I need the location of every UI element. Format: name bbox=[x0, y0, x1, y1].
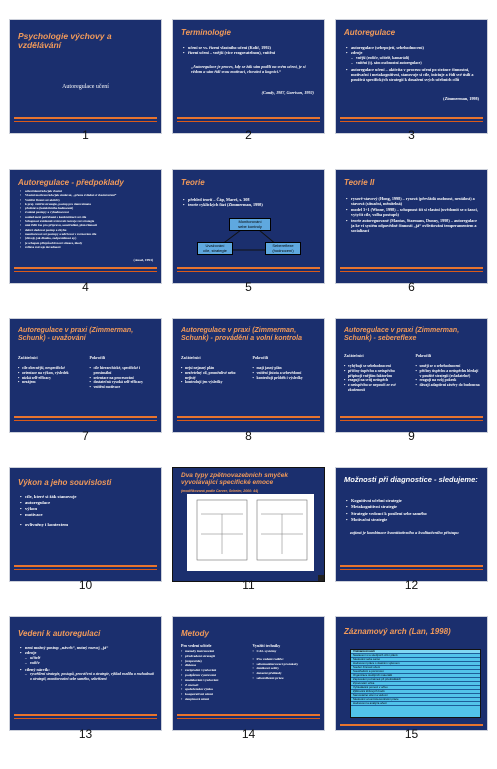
list-item: • diskuse bbox=[181, 663, 247, 668]
slide-6[interactable] bbox=[335, 169, 488, 284]
slide-number: 1 bbox=[82, 128, 89, 142]
slide-title: Záznamový arch (Lan, 1998) bbox=[344, 627, 451, 636]
list-item: • skupinové učení bbox=[181, 697, 247, 702]
slide-thumbnail-5[interactable] bbox=[172, 169, 325, 294]
slide-title: Autoregulace v praxi (Zimmerman, Schunk) - provádění a volní kontrola bbox=[181, 327, 302, 342]
column-header: Pro vedení učitele bbox=[181, 643, 212, 648]
list-item: • modelování vyučování bbox=[181, 678, 247, 683]
list-item: • sebereflexní práce bbox=[253, 676, 319, 681]
list-item: • mají jasný plán bbox=[253, 366, 319, 371]
list-item: • nezřetelný cíl, proměnlivé nebo nejistý bbox=[181, 371, 247, 381]
list-item: • příčiny úspěchu a neúspěchu hledají v použité strategii (zvladatelné) bbox=[416, 369, 482, 379]
table-row: Samostatné učení a vědomí bbox=[351, 694, 480, 698]
bullet: • teorie cyklických fází (Zimmerman, 1998) bbox=[183, 202, 318, 207]
list-item: • nejsí nejasný plán bbox=[181, 366, 247, 371]
bullet: • Kognitivní učební strategie bbox=[346, 498, 481, 504]
bullet: • zdroje bbox=[346, 50, 481, 55]
slide-3[interactable] bbox=[335, 19, 488, 134]
sub-bullet: – vnitřní (tj. sám osobnostní autoregulace) bbox=[346, 61, 481, 66]
table-row: Zpracování učiva bbox=[351, 682, 480, 686]
sub-bullet: – vnější (rodiče, učitelé, kamarádi) bbox=[346, 56, 481, 61]
list-item: • cíle obecnější, nespecifické bbox=[18, 366, 84, 371]
slide-title: Metody bbox=[181, 629, 209, 638]
slide-title: Autoregulace v praxi (Zimmerman, Schunk) - sebereflexe bbox=[344, 327, 460, 342]
list-item: • deníkové sešity bbox=[253, 666, 319, 671]
bullet: • zdroje bbox=[20, 650, 155, 655]
quote: „Autoregulace je proces, kdy se žák sám podílí na svém učení, je si vědom a sám řídí svou motivaci, chování a kognici.“ bbox=[191, 64, 306, 75]
slide-number: 9 bbox=[408, 429, 415, 443]
bullet: • učení se vs. řízení vlastního učení (Kolíč, 1992) bbox=[183, 45, 318, 50]
slide-12[interactable] bbox=[335, 467, 488, 582]
slide-number: 13 bbox=[78, 727, 93, 741]
slide-2[interactable] bbox=[172, 19, 325, 134]
bullet: • (dávají, jak dlouho, zodpovědnost aj.) bbox=[20, 236, 155, 240]
list-item: • reciproční vyučování bbox=[181, 668, 247, 673]
list-item: • z neúspěchu se nepoučí ze své zkušenosti bbox=[344, 383, 410, 393]
list-item: • Z metod: bbox=[181, 683, 247, 688]
slide-thumbnail-6[interactable] bbox=[335, 169, 488, 294]
bullet: • ovlivněny i kontextem bbox=[20, 522, 155, 528]
slide-title: Teorie II bbox=[344, 178, 375, 187]
list-item: • vyhýbají se sebehodnocení bbox=[344, 364, 410, 369]
diagram-node-right: Sebereflexe (hodnocení) bbox=[265, 242, 301, 255]
slide-thumbnail-14[interactable] bbox=[172, 616, 325, 741]
feedback-loop-diagram bbox=[187, 494, 314, 571]
slide-number: 15 bbox=[404, 727, 419, 741]
slide-title: Autoregulace bbox=[344, 28, 396, 37]
bullet: • autoregulace (sebepojetí, sebehodnocení) bbox=[346, 45, 481, 50]
bullet: • rysově-stavový (Hong, 1998) – rysová (převládá osobnost, nestálost) a stavová (situační, měnitelná) bbox=[346, 196, 481, 207]
bullet: • Motivační strategie bbox=[346, 517, 481, 523]
sub-bullet: – rodiče bbox=[20, 661, 155, 666]
quote-source: (Candy, 1987, Garrison, 1992) bbox=[261, 90, 314, 95]
list-item: • umějí se o sebehodnocení bbox=[416, 364, 482, 369]
slide-number: 6 bbox=[408, 280, 415, 294]
list-item: • příčiny úspěchu a neúspěchu připisují vnějším faktorům bbox=[344, 369, 410, 379]
bullet: • Metakognitivní strategie bbox=[346, 504, 481, 510]
bullet: • řízení učení – vnější (vice reagovatelnou), vnitřní bbox=[183, 50, 318, 55]
list-item: • nezájem bbox=[18, 380, 84, 385]
bullet: • přehled teorií – Čáp, Mareš, s. 308 bbox=[183, 197, 318, 202]
slide-13[interactable] bbox=[9, 616, 162, 731]
bullet: • umí řídit čas pro přípravu, soustředění, plán činnosti bbox=[20, 223, 155, 227]
slide-5[interactable] bbox=[172, 169, 325, 284]
slide-number: 8 bbox=[245, 429, 252, 443]
slide-thumbnail-9[interactable] bbox=[335, 318, 488, 443]
bullet: • zvolené postupy a vyhodnocovat bbox=[20, 210, 155, 214]
slide-7[interactable] bbox=[9, 318, 162, 433]
slide-number: 11 bbox=[242, 578, 255, 592]
slide-8[interactable] bbox=[172, 318, 325, 433]
slide-thumbnail-3[interactable] bbox=[335, 19, 488, 142]
slide-title: Teorie bbox=[181, 178, 205, 187]
slide-number: 3 bbox=[408, 128, 415, 142]
table-row: Sledování a kontrola konkrétní práce bbox=[351, 698, 480, 702]
slide-11[interactable] bbox=[172, 467, 325, 582]
column-header: Pokročilí bbox=[415, 353, 431, 358]
bullet: • dobré sledovat postup a chybu bbox=[20, 228, 155, 232]
bullet: • soulad mezi potřebami s konkretizací své cíle bbox=[20, 215, 155, 219]
slide-title: Dva typy zpětnovazebních smyček vyvolávající specifické emoce bbox=[181, 472, 288, 486]
column-header: Pokročilí bbox=[89, 355, 105, 360]
slide-thumbnail-10[interactable] bbox=[9, 467, 162, 592]
slide-thumbnail-12[interactable] bbox=[335, 467, 488, 592]
table-row: Soubor činností učení bbox=[351, 666, 480, 670]
list-item: • metody instruování bbox=[181, 649, 247, 654]
list-item: • sebemonitorovací protokoly bbox=[253, 662, 319, 667]
list-item: • (nápověda) bbox=[181, 659, 247, 664]
column-header: Využití techniky bbox=[252, 643, 281, 648]
list-item: • kooperativní učení bbox=[181, 692, 247, 697]
list-item: • cíle hierarchické, specifické i proximální bbox=[90, 366, 156, 376]
list-item: • podpůrná vyučování bbox=[181, 673, 247, 678]
list-item: • orientace na výkon, výsledek bbox=[18, 371, 84, 376]
list-item: • vnitřní motivace bbox=[90, 385, 156, 390]
slide-number: 14 bbox=[241, 727, 256, 741]
table-row: Soustředění a pozornost bbox=[351, 670, 480, 674]
slide-title: Výkon a jeho souvislosti bbox=[18, 478, 112, 487]
bullet: • je schopen přizpůsobit nové situace, úkoly bbox=[20, 241, 155, 245]
slide-subtitle: Autoregulace učení bbox=[62, 84, 109, 90]
table-row: Nastavení si a studijních cílů i plánů bbox=[351, 654, 480, 658]
bullet: • model 3+1 (Winne, 1998) – schopnost žít si vlastní (uvědomit se o šanci, vytyčit cíle, volba postupů) bbox=[346, 207, 481, 218]
bullet: • cílený nácvik: bbox=[20, 667, 155, 672]
slide-thumbnail-7[interactable] bbox=[9, 318, 162, 443]
slide-title: Možnosti při diagnostice - sledujeme: bbox=[344, 475, 478, 484]
bullet: • monitorovat své postupy a udržovat v rovnováze cíle bbox=[20, 232, 155, 236]
list-item: • dostatečná vysoká self-efficacy bbox=[90, 380, 156, 385]
bullet: • Strategie vedoucí k posílení sebe samého bbox=[346, 511, 481, 517]
column-header: Začátečníci bbox=[181, 355, 201, 360]
table-row: Sledování sebe samé bbox=[351, 658, 480, 662]
list-item: • reagují na svůj neúspěch bbox=[344, 378, 410, 383]
slide-number: 2 bbox=[245, 128, 252, 142]
slide-title: Terminologie bbox=[181, 28, 231, 37]
slide-title: Vedení k autoregulaci bbox=[18, 629, 101, 638]
bullet: • představa (kolektivního hodnocení) bbox=[20, 206, 155, 210]
slide-number: 10 bbox=[78, 578, 93, 592]
slide-10[interactable] bbox=[9, 467, 162, 582]
source: (Ausel, 1993) bbox=[133, 258, 153, 262]
slide-thumbnail-15[interactable] bbox=[335, 616, 488, 741]
slide-4[interactable] bbox=[9, 169, 162, 284]
slide-number: 7 bbox=[82, 429, 89, 443]
bullet: • k proj. vnitřní strategie, postup pro daná témata bbox=[20, 202, 155, 206]
bullet: • motivace bbox=[20, 512, 155, 518]
list-item: • Pro vedení rodiče: bbox=[253, 657, 319, 662]
slide-number: 12 bbox=[404, 578, 419, 592]
slide-title: Autoregulace v praxi (Zimmerman, Schunk) - uvažování bbox=[18, 327, 134, 342]
bullet: • sebevědomí kdo/jak vlastní bbox=[20, 189, 155, 193]
diagram-node-left: Uvažování cíle, strategie bbox=[197, 242, 233, 255]
slide-number: 4 bbox=[82, 280, 89, 294]
table-row: Vnímaná úroveň bbox=[351, 650, 480, 654]
sub-bullet: – vysvětlení strategie, postupů, procvičení a strategie, výklad rozdílu a rozhodnutí o strategii, monitorování sebe samého, sebeřízení bbox=[20, 672, 155, 683]
bullet: • autoregulace učení – aktivita v procesu učení po stránce činnostní, motivační i metakognitivní, stanovuje si cíle, iniciuje a řídí své úsilí a používá specifických strategií k dosažení svých učebních cílů bbox=[346, 67, 481, 83]
bullet: • Schopnost uvědomit si úroveň rozvoje své strategie bbox=[20, 219, 155, 223]
table-row: Organizace studijních materiálů bbox=[351, 674, 480, 678]
list-item: • reagují na svůj pokrok bbox=[416, 378, 482, 383]
bullet: • autoregulace bbox=[20, 500, 155, 506]
table-row: Vyhledávání pomoci v učivu bbox=[351, 686, 480, 690]
bullet: • cíle, které si žák stanovuje bbox=[20, 494, 155, 500]
note: zajímá je kombinace kvantitativního a kvalitativního přístupu bbox=[350, 530, 459, 535]
column-header: Začátečníci bbox=[18, 355, 38, 360]
source: (Zimmerman, 1998) bbox=[443, 96, 479, 101]
slide-title: Psychologie výchovy a vzdělávání bbox=[18, 31, 112, 50]
sub-bullet: – učitelé bbox=[20, 656, 155, 661]
record-sheet-table bbox=[350, 649, 481, 718]
bullet: • není možný postup „návrh“, nutný rozvoj „já“ bbox=[20, 645, 155, 650]
list-item: • orientace na procesování bbox=[90, 376, 156, 381]
slide-thumbnail-13[interactable] bbox=[9, 616, 162, 741]
diagram-node-top: Monitorování sebe kontroly bbox=[229, 218, 271, 231]
bullet: • Vlastní motivace kdo/jak studovat, „přesto zvládat si vlastní učení“ bbox=[20, 193, 155, 197]
column-header: Pokročilí bbox=[252, 355, 268, 360]
slide-subtitle: (modifikovaná podle Carver, Scheier, 2000: 44) bbox=[181, 489, 259, 493]
slide-14[interactable] bbox=[172, 616, 325, 731]
slide-thumbnail-2[interactable] bbox=[172, 19, 325, 142]
list-item: • předvedení strategií bbox=[181, 654, 247, 659]
list-item: • dotazní přehledy bbox=[253, 671, 319, 676]
bullet: • výkon bbox=[20, 506, 155, 512]
list-item: • kontrolují jen výsledky bbox=[181, 380, 247, 385]
list-item: • vnitřní jistota a sebevědomí bbox=[253, 371, 319, 376]
slide-thumbnail-11[interactable] bbox=[172, 467, 325, 592]
list-item: • dávají adaptivní závěry do budoucna bbox=[416, 383, 482, 388]
slide-9[interactable] bbox=[335, 318, 488, 433]
bullet: • teorie autoreguované (Mantas, Starmans, Dunny, 1998) – autoregulace ja ke ví systém odpovědné činnosti „já“ ovlivňování temperamentem a socializací bbox=[346, 218, 481, 234]
slide-number: 5 bbox=[245, 280, 252, 294]
slide-thumbnail-8[interactable] bbox=[172, 318, 325, 443]
column-header: Začátečníci bbox=[344, 353, 364, 358]
slide-1[interactable] bbox=[9, 19, 162, 134]
list-item: • kontrolují průběh i výsledky bbox=[253, 376, 319, 381]
slide-thumbnail-4[interactable] bbox=[9, 169, 162, 294]
slide-thumbnail-1[interactable] bbox=[9, 19, 162, 142]
table-row: Zjišťování klíčových bodů bbox=[351, 690, 480, 694]
bullet: • Vnitřní řízení své aktivity bbox=[20, 198, 155, 202]
slide-15[interactable] bbox=[335, 616, 488, 731]
list-item: • společenská výuka bbox=[181, 687, 247, 692]
table-row: Zapisování poznámek při přednáškách bbox=[351, 678, 480, 682]
table-row: Hodnocení a analýza učení bbox=[351, 702, 480, 706]
bullet: • reflexe rozvoje dovedností bbox=[20, 245, 155, 249]
list-item: • CAL systémy bbox=[253, 649, 319, 654]
slide-title: Autoregulace - předpoklady bbox=[18, 178, 124, 187]
table-row: Hodnocení práce s vlastním výkonem bbox=[351, 662, 480, 666]
list-item: • nízká self-efficacy bbox=[18, 376, 84, 381]
